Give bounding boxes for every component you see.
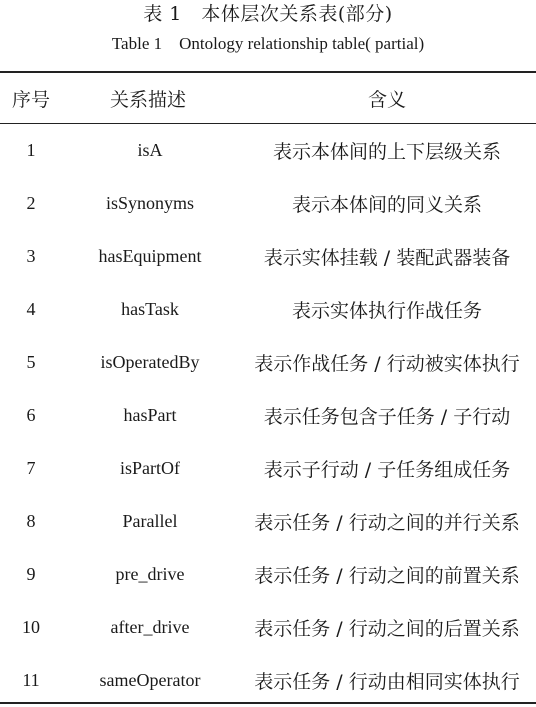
row-meaning: 表示本体间的上下层级关系 [272, 141, 501, 163]
ontology-relationship-table [0, 73, 536, 707]
table-row [0, 601, 536, 654]
header-relation: 关系描述 [110, 88, 187, 111]
table-row [0, 283, 536, 336]
row-index: 10 [22, 617, 40, 637]
row-meaning: 表示子行动 / 子任务组成任务 [263, 459, 511, 481]
row-meaning: 表示本体间的同义关系 [291, 194, 482, 216]
table-row [0, 389, 536, 442]
row-meaning: 表示作战任务 / 行动被实体执行 [254, 353, 520, 375]
row-relation: sameOperator [99, 670, 201, 690]
row-relation: isPartOf [120, 458, 180, 478]
row-relation: after_drive [110, 617, 190, 637]
table-row [0, 230, 536, 283]
table-row [0, 548, 536, 601]
table-row [0, 123, 536, 177]
row-index: 9 [26, 564, 36, 584]
table-caption-english: Table 1 Ontology relationship table( partial) [111, 34, 425, 53]
table-row [0, 336, 536, 389]
row-relation: Parallel [122, 511, 178, 531]
row-relation: isSynonyms [105, 193, 195, 213]
table-caption-chinese: 表 1 本体层次关系表(部分) [143, 3, 393, 25]
row-meaning: 表示任务 / 行动之间的前置关系 [254, 565, 520, 587]
table-row [0, 442, 536, 495]
row-meaning: 表示任务包含子任务 / 子行动 [263, 406, 511, 428]
row-relation: pre_drive [115, 564, 185, 584]
row-relation: hasPart [123, 405, 177, 425]
row-meaning: 表示任务 / 行动之间的并行关系 [254, 512, 520, 534]
row-relation: isA [137, 140, 163, 160]
row-index: 2 [26, 193, 36, 213]
row-index: 7 [26, 458, 36, 478]
row-index: 4 [26, 299, 36, 319]
row-index: 1 [26, 140, 36, 160]
row-meaning: 表示实体执行作战任务 [291, 300, 482, 322]
row-index: 3 [26, 246, 36, 266]
row-index: 11 [22, 670, 40, 690]
row-meaning: 表示任务 / 行动由相同实体执行 [254, 671, 520, 693]
header-index: 序号 [11, 88, 50, 111]
row-index: 8 [26, 511, 36, 531]
row-index: 5 [26, 352, 36, 372]
table-row [0, 654, 536, 707]
row-meaning: 表示实体挂载 / 装配武器装备 [263, 247, 511, 269]
row-meaning: 表示任务 / 行动之间的后置关系 [254, 618, 520, 640]
table-row [0, 177, 536, 230]
header-meaning: 含义 [367, 88, 406, 111]
row-relation: hasEquipment [98, 246, 202, 266]
row-relation: hasTask [121, 299, 179, 319]
table-header-row [0, 73, 536, 123]
row-index: 6 [26, 405, 36, 425]
table-row [0, 495, 536, 548]
row-relation: isOperatedBy [100, 352, 200, 372]
